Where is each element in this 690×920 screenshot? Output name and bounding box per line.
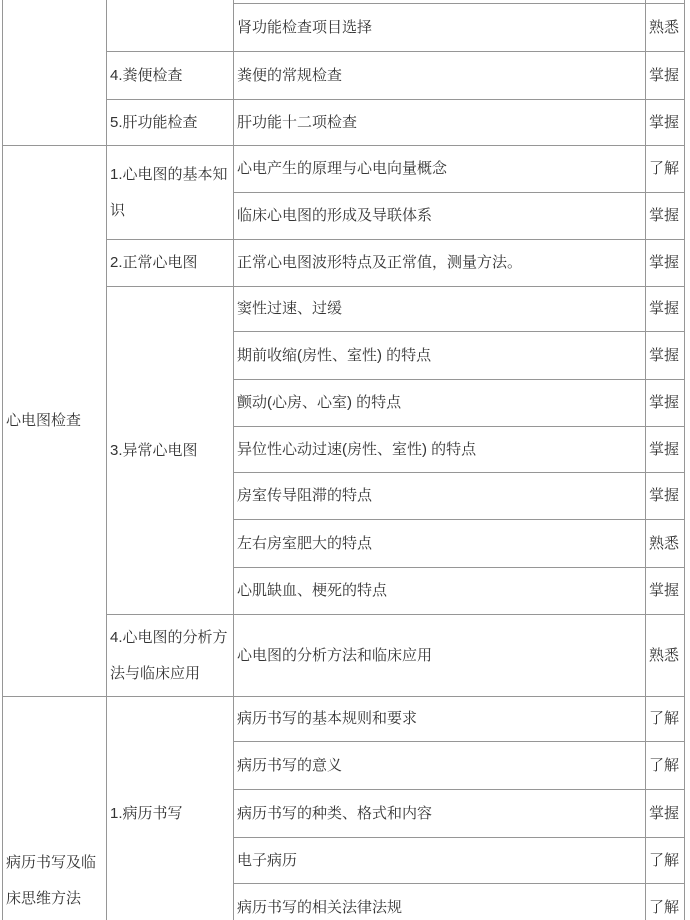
content-cell: 心肌缺血、梗死的特点 xyxy=(234,568,646,615)
subcategory-cell: 3.异常心电图 xyxy=(107,287,234,615)
content-cell: 粪便的常规检查 xyxy=(234,52,646,100)
content-cell: 期前收缩(房性、室性) 的特点 xyxy=(234,332,646,380)
table-row xyxy=(3,697,685,742)
category-cell: 心电图检查 xyxy=(3,146,107,697)
content-cell: 临床心电图的形成及导联体系 xyxy=(234,193,646,240)
mastery-cell: 掌握 xyxy=(646,193,685,240)
content-cell: 病历书写的相关法律法规 xyxy=(234,884,646,920)
content-cell: 病历书写的基本规则和要求 xyxy=(234,697,646,742)
content-cell: 肾功能检查项目选择 xyxy=(234,4,646,52)
subcategory-cell: 2.正常心电图 xyxy=(107,240,234,287)
content-cell: 病历书写的意义 xyxy=(234,742,646,790)
category-cell: 病历书写及临床思维方法 xyxy=(3,697,107,920)
mastery-cell: 了解 xyxy=(646,838,685,884)
mastery-cell: 了解 xyxy=(646,884,685,920)
mastery-cell: 掌握 xyxy=(646,427,685,473)
mastery-cell: 掌握 xyxy=(646,100,685,146)
subcategory-cell: 4.粪便检查 xyxy=(107,52,234,100)
mastery-cell: 掌握 xyxy=(646,332,685,380)
mastery-cell: 掌握 xyxy=(646,568,685,615)
mastery-cell: 了解 xyxy=(646,697,685,742)
content-cell: 心电产生的原理与心电向量概念 xyxy=(234,146,646,193)
content-cell: 左右房室肥大的特点 xyxy=(234,520,646,568)
mastery-cell: 掌握 xyxy=(646,790,685,838)
content-cell: 电子病历 xyxy=(234,838,646,884)
mastery-cell: 掌握 xyxy=(646,380,685,427)
content-cell: 窦性过速、过缓 xyxy=(234,287,646,332)
subcategory-cell: 1.病历书写 xyxy=(107,697,234,920)
table-row xyxy=(3,146,685,193)
mastery-cell: 掌握 xyxy=(646,240,685,287)
mastery-cell: 熟悉 xyxy=(646,4,685,52)
subcategory-cell: 5.肝功能检查 xyxy=(107,100,234,146)
mastery-cell: 了解 xyxy=(646,146,685,193)
subcategory-cell: 1.心电图的基本知识 xyxy=(107,146,234,240)
content-cell: 病历书写的种类、格式和内容 xyxy=(234,790,646,838)
mastery-cell: 掌握 xyxy=(646,287,685,332)
category-cell xyxy=(3,0,107,146)
content-cell: 异位性心动过速(房性、室性) 的特点 xyxy=(234,427,646,473)
content-cell: 房室传导阻滞的特点 xyxy=(234,473,646,520)
mastery-cell: 了解 xyxy=(646,742,685,790)
subcategory-cell xyxy=(107,0,234,52)
content-cell: 正常心电图波形特点及正常值，测量方法。 xyxy=(234,240,646,287)
subcategory-cell: 4.心电图的分析方法与临床应用 xyxy=(107,615,234,697)
content-cell: 颤动(心房、心室) 的特点 xyxy=(234,380,646,427)
mastery-cell: 熟悉 xyxy=(646,520,685,568)
mastery-cell: 掌握 xyxy=(646,52,685,100)
mastery-cell: 熟悉 xyxy=(646,615,685,697)
syllabus-table xyxy=(2,0,685,920)
content-cell: 心电图的分析方法和临床应用 xyxy=(234,615,646,697)
mastery-cell: 掌握 xyxy=(646,473,685,520)
content-cell: 肝功能十二项检查 xyxy=(234,100,646,146)
